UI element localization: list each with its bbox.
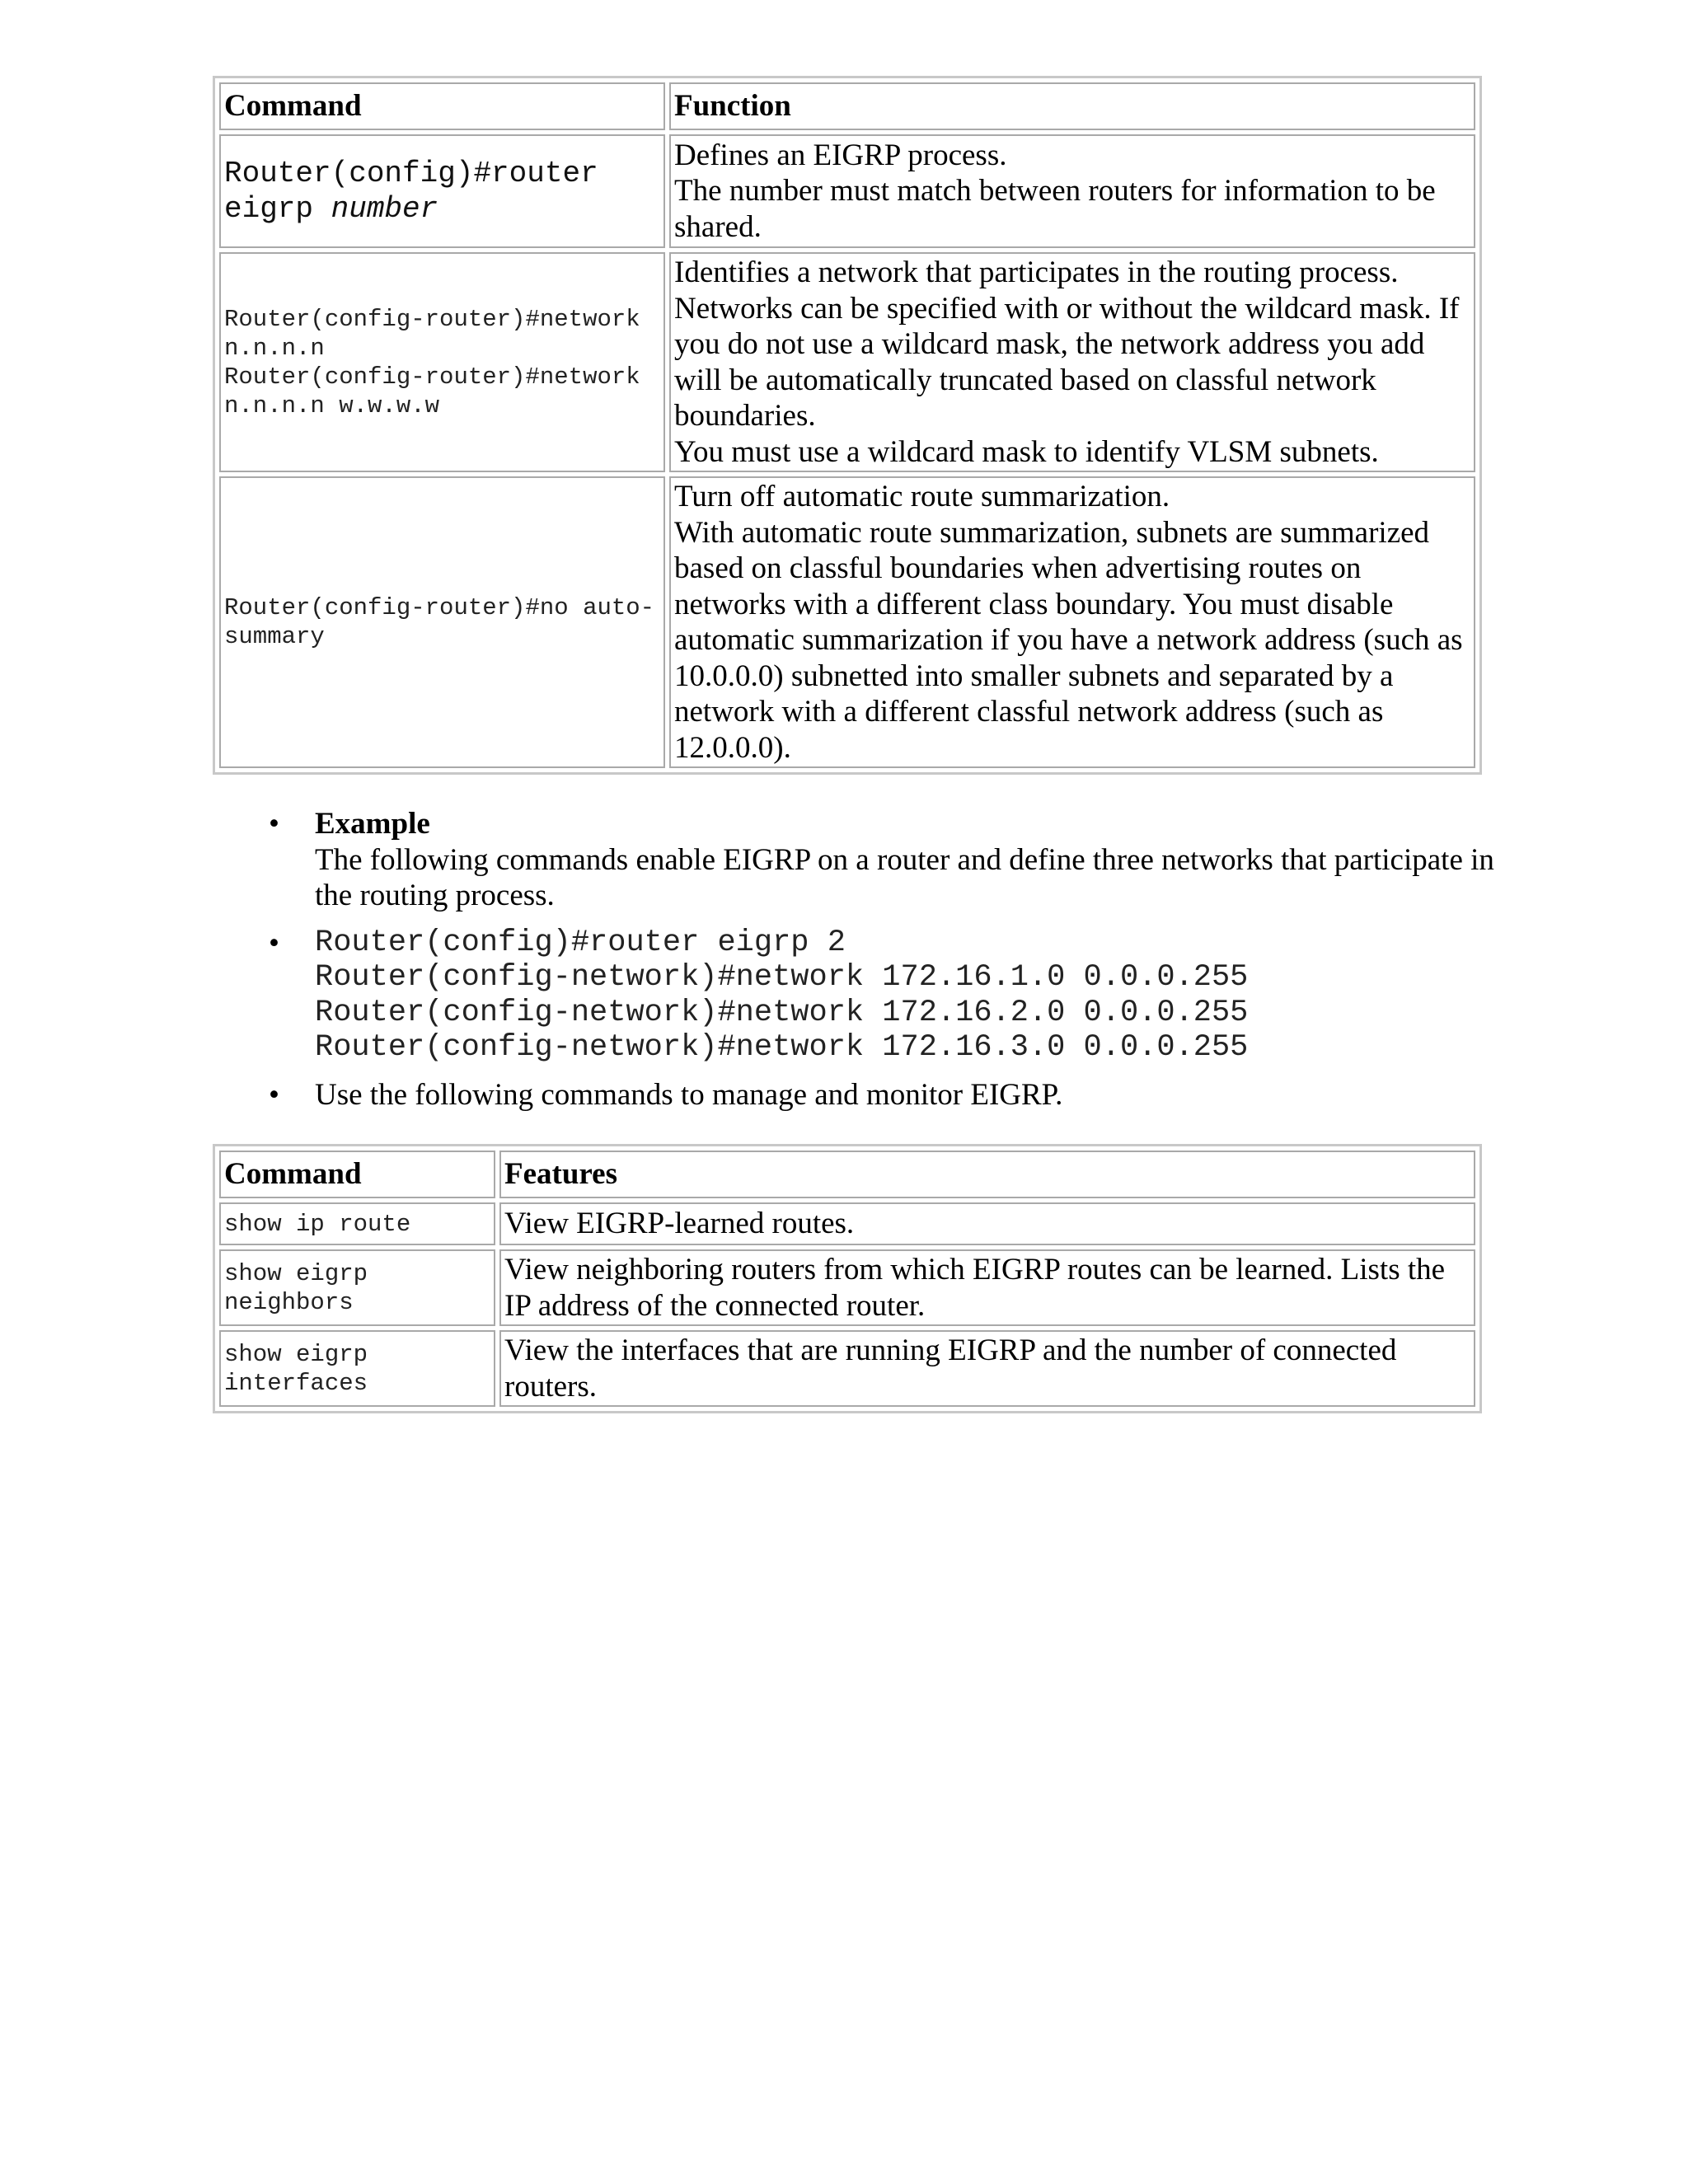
- feature-cell: View the interfaces that are running EIGRP and the number of connected routers.: [499, 1330, 1475, 1407]
- table-header-row: [219, 1151, 1475, 1198]
- example-list: [264, 806, 1500, 1124]
- example-description: The following commands enable EIGRP on a router and define three networks that participate in the routing process.: [315, 842, 1494, 912]
- header-command: Command: [219, 1151, 495, 1198]
- command-cell: [219, 134, 665, 248]
- table-row: [219, 1330, 1475, 1407]
- example-title: Example: [315, 807, 430, 841]
- table-row: [219, 1249, 1475, 1326]
- header-function: Function: [669, 82, 1475, 130]
- command-argument: number: [331, 192, 438, 226]
- list-item: • Router(config)#router eigrp 2 Router(config-network)#network 172.16.1.0 0.0.0.255 Router(config-network)#network 172.16.2.0 0.0.0.255 Router(config-network)#network 172.16.3.0 0.0.0.255: [264, 926, 1500, 1066]
- command-cell: Router(config-router)#no auto-summary: [219, 476, 665, 768]
- feature-cell: View EIGRP-learned routes.: [499, 1202, 1475, 1245]
- command-cell: show ip route: [219, 1202, 495, 1245]
- monitor-note: Use the following commands to manage and monitor EIGRP.: [315, 1077, 1063, 1112]
- table-row: [219, 134, 1475, 248]
- table-row: [219, 1202, 1475, 1245]
- list-item: • Example The following commands enable EIGRP on a router and define three networks that participate in the routing process.: [264, 806, 1500, 914]
- code-line: Router(config-network)#network 172.16.3.0 0.0.0.255: [315, 1030, 1249, 1065]
- eigrp-config-table: [213, 76, 1482, 775]
- table-header-row: [219, 82, 1475, 130]
- table-row: [219, 476, 1475, 768]
- header-features: Features: [499, 1151, 1475, 1198]
- command-cell: show eigrp neighbors: [219, 1249, 495, 1326]
- command-text: Router(config)#router eigrp number: [224, 157, 598, 226]
- feature-cell: View neighboring routers from which EIGRP routes can be learned. Lists the IP address of the connected router.: [499, 1249, 1475, 1326]
- function-cell: Identifies a network that participates in the routing process. Networks can be specified with or without the wildcard mask. If you do not use a wildcard mask, the network address you add will be automatically truncated based on classful network boundaries. You must use a wildcard mask to identify VLSM subnets.: [669, 252, 1475, 472]
- code-line: Router(config-network)#network 172.16.2.0 0.0.0.255: [315, 995, 1249, 1030]
- eigrp-monitor-table: [213, 1144, 1482, 1413]
- command-cell: Router(config-router)#network n.n.n.n Router(config-router)#network n.n.n.n w.w.w.w: [219, 252, 665, 472]
- list-item: • Use the following commands to manage and monitor EIGRP.: [264, 1077, 1500, 1113]
- header-command: Command: [219, 82, 665, 130]
- function-cell: Turn off automatic route summarization. With automatic route summarization, subnets are summarized based on classful boundaries when advertising routes on networks with a different class boundary. You must disable automatic summarization if you have a network address (such as 10.0.0.0) subnetted into smaller subnets and separated by a network with a different classful network address (such as 12.0.0.0).: [669, 476, 1475, 768]
- function-cell: Defines an EIGRP process. The number must match between routers for information to be shared.: [669, 134, 1475, 248]
- code-line: Router(config-network)#network 172.16.1.0 0.0.0.255: [315, 960, 1249, 995]
- code-line: Router(config)#router eigrp 2: [315, 925, 846, 960]
- command-cell: show eigrp interfaces: [219, 1330, 495, 1407]
- table-row: [219, 252, 1475, 472]
